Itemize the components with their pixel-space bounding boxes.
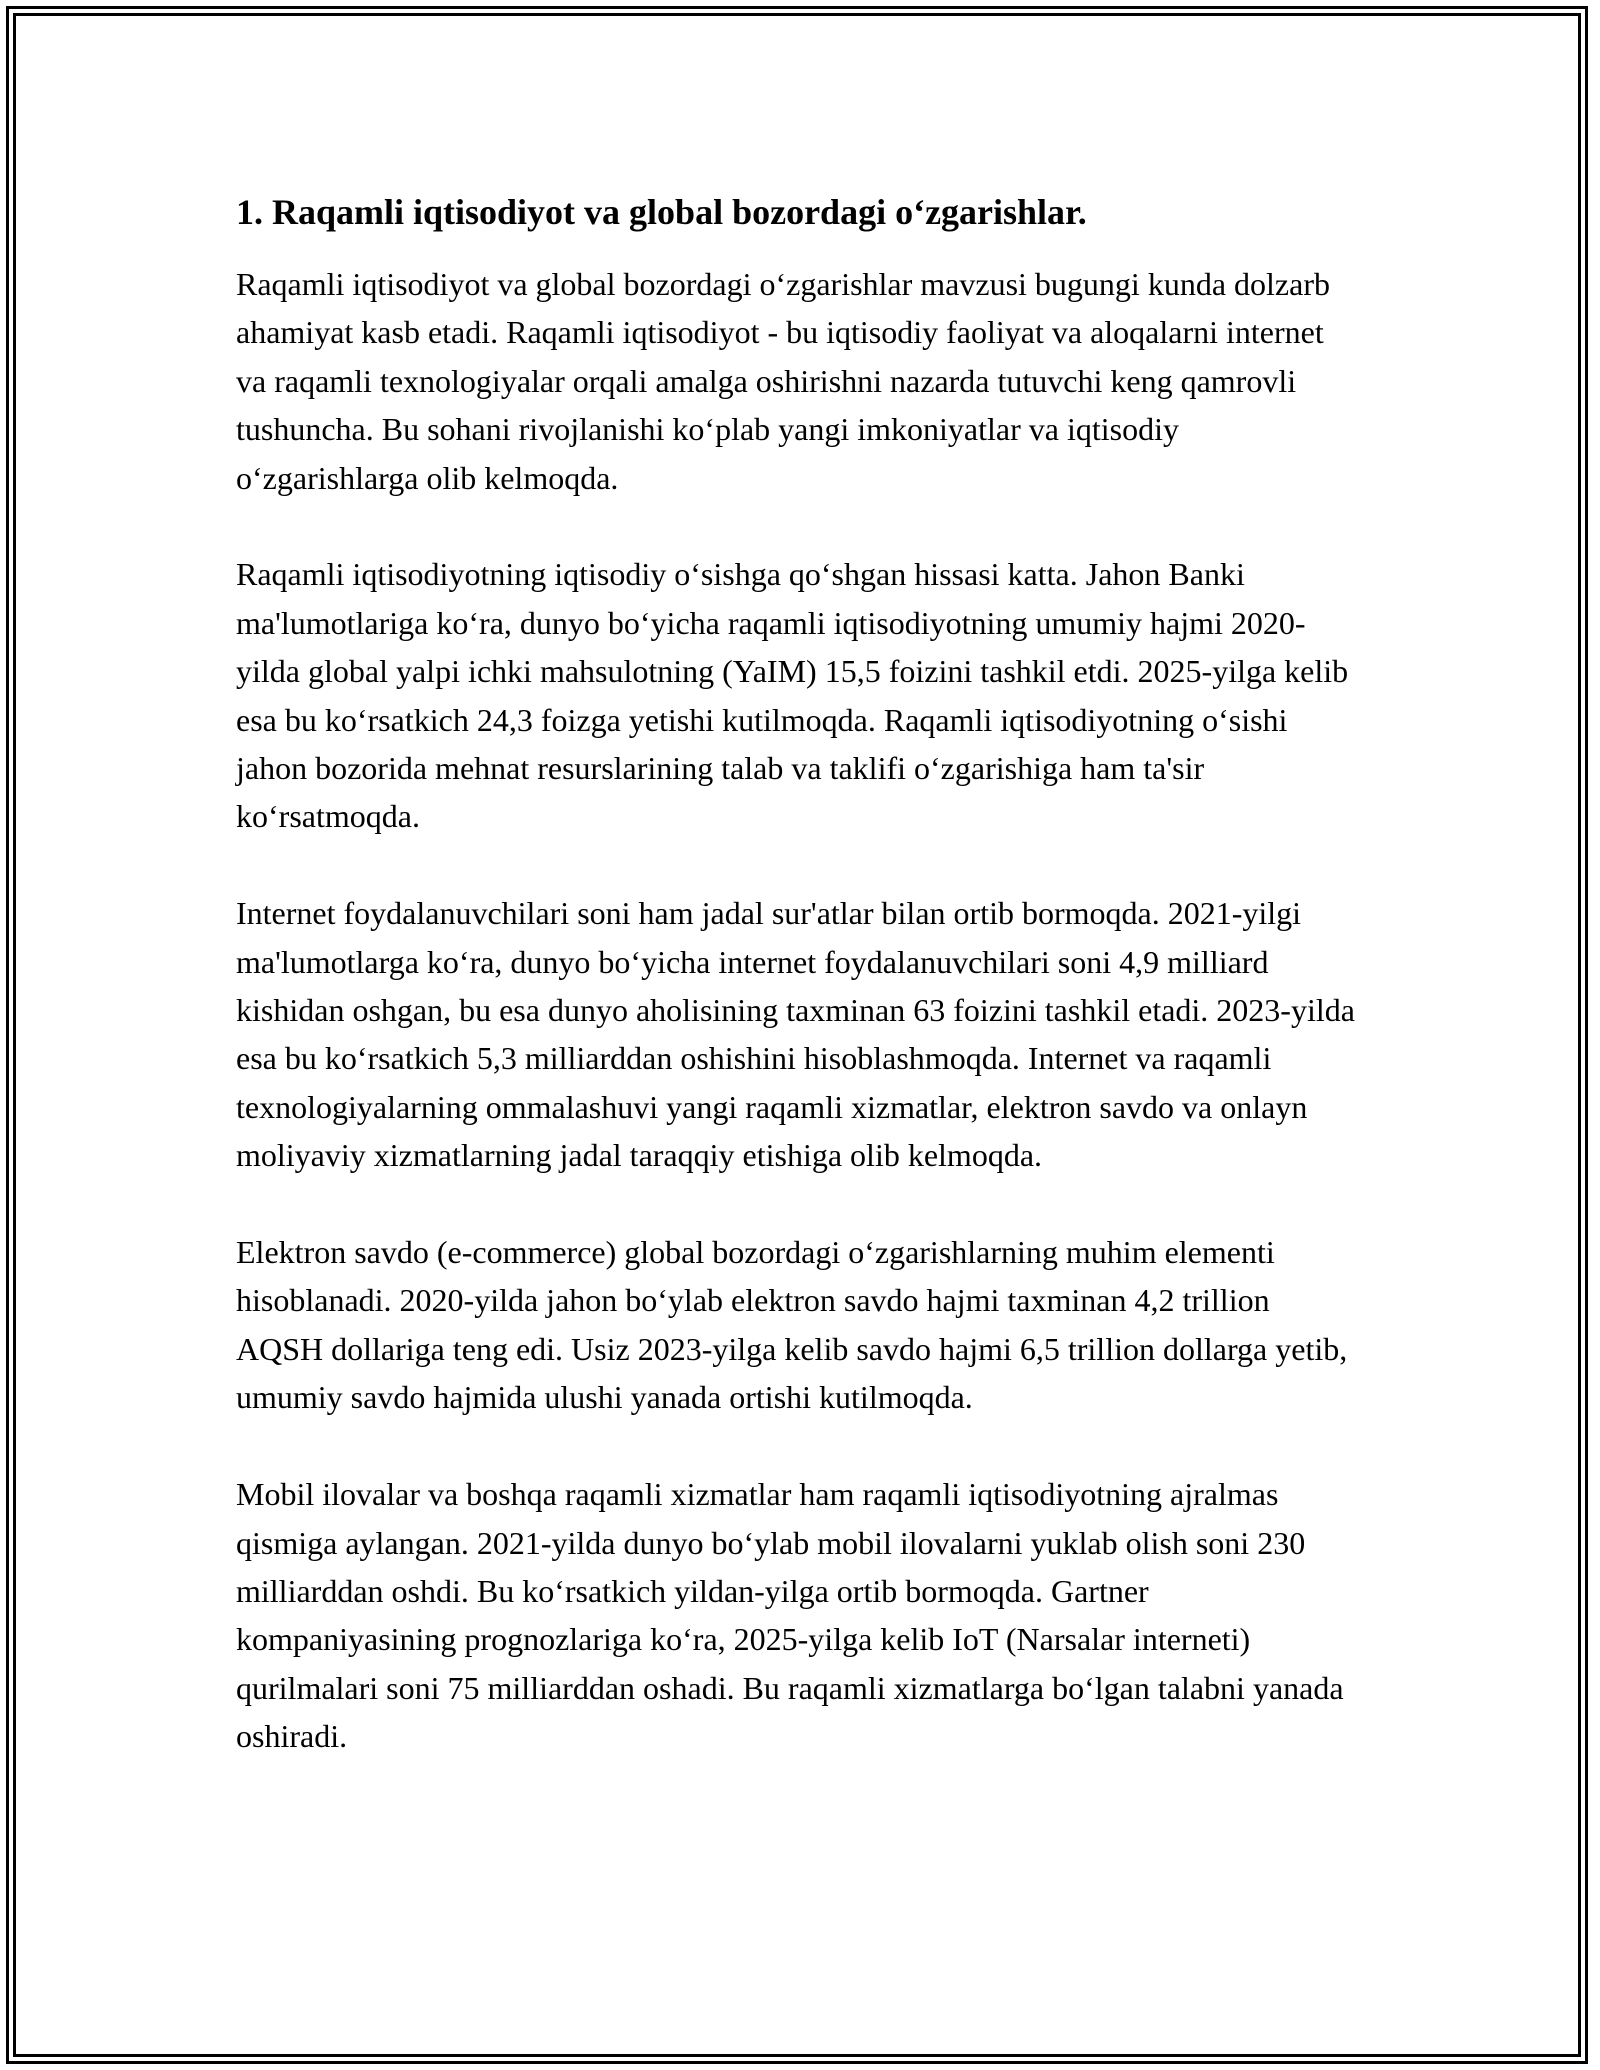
paragraph-economic-growth: Raqamli iqtisodiyotning iqtisodiy o‘sishga qo‘shgan hissasi katta. Jahon Banki ma'lumotlariga ko‘ra, dunyo bo‘yicha raqamli iqtisodiyotning umumiy hajmi 2020-yilda global yalpi ichki mahsulotning (YaIM) 15,5 foizini tashkil etdi. 2025-yilga kelib esa bu ko‘rsatkich 24,3 foizga yetishi kutilmoqda. Raqamli iqtisodiyotning o‘sishi jahon bozorida mehnat resurslarining talab va taklifi o‘zgarishiga ham ta'sir ko‘rsatmoqda. bbox=[236, 556, 1349, 835]
paragraph-e-commerce: Elektron savdo (e-commerce) global bozordagi o‘zgarishlarning muhim elementi hisoblanadi. 2020-yilda jahon bo‘ylab elektron savdo hajmi taxminan 4,2 trillion AQSH dollariga teng edi. Usiz 2023-yilga kelib savdo hajmi 6,5 trillion dollarga yetib, umumiy savdo hajmida ulushi yanada ortishi kutilmoqda. bbox=[236, 1234, 1348, 1416]
paragraph-intro: Raqamli iqtisodiyot va global bozordagi o‘zgarishlar mavzusi bugungi kunda dolzarb ahamiyat kasb etadi. Raqamli iqtisodiyot - bu iqtisodiy faoliyat va aloqalarni internet va raqamli texnologiyalar orqali amalga oshirishni nazarda tutuvchi keng qamrovli tushuncha. Bu sohani rivojlanishi ko‘plab yangi imkoniyatlar va iqtisodiy o‘zgarishlarga olib kelmoqda. bbox=[236, 266, 1330, 496]
document-title: 1. Raqamli iqtisodiyot va global bozordagi o‘zgarishlar. bbox=[236, 192, 1087, 232]
document-body bbox=[236, 188, 1356, 1809]
paragraph-mobile-apps: Mobil ilovalar va boshqa raqamli xizmatlar ham raqamli iqtisodiyotning ajralmas qismiga aylangan. 2021-yilda dunyo bo‘ylab mobil ilovalarni yuklab olish soni 230 milliarddan oshdi. Bu ko‘rsatkich yildan-yilga ortib bormoqda. Gartner kompaniyasining prognozlariga ko‘ra, 2025-yilga kelib IoT (Narsalar interneti) qurilmalari soni 75 milliarddan oshadi. Bu raqamli xizmatlarga bo‘lgan talabni yanada oshiradi. bbox=[236, 1476, 1344, 1755]
paragraph-internet-users: Internet foydalanuvchilari soni ham jadal sur'atlar bilan ortib bormoqda. 2021-yilgi ma'lumotlarga ko‘ra, dunyo bo‘yicha internet foydalanuvchilari soni 4,9 milliard kishidan oshgan, bu esa dunyo aholisining taxminan 63 foizini tashkil etadi. 2023-yilda esa bu ko‘rsatkich 5,3 milliarddan oshishini hisoblashmoqda. Internet va raqamli texnologiyalarning ommalashuvi yangi raqamli xizmatlar, elektron savdo va onlayn moliyaviy xizmatlarning jadal taraqqiy etishiga olib kelmoqda. bbox=[236, 895, 1355, 1174]
